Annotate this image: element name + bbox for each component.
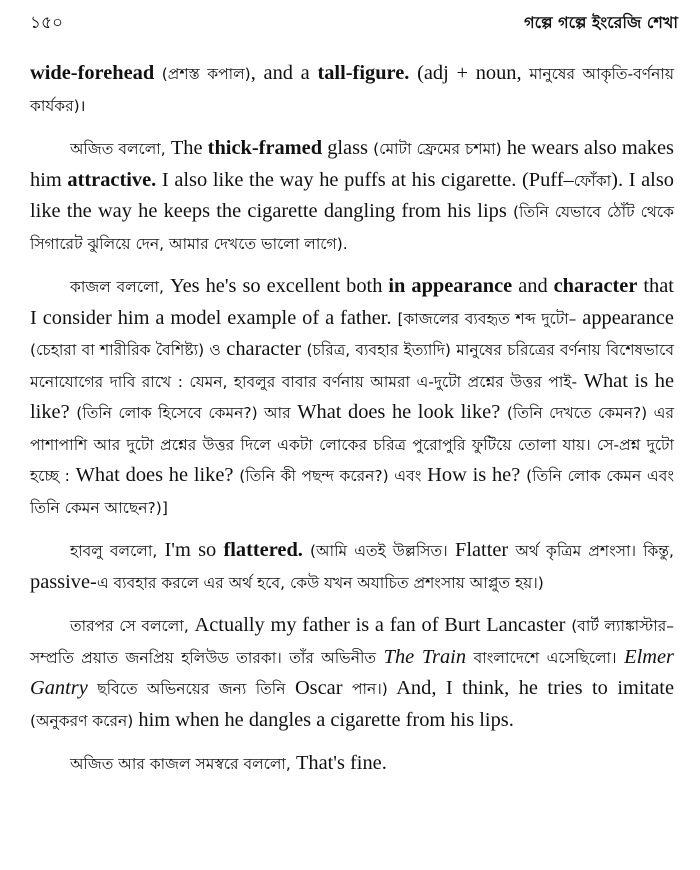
text: he wears also makes him bbox=[30, 137, 674, 191]
text: And, I think, he tries to imitate bbox=[387, 677, 674, 699]
term-appearance: in appearance bbox=[388, 275, 513, 297]
running-title: গল্পে গল্পে ইংরেজি শেখা bbox=[524, 13, 678, 32]
text: What does he look like? bbox=[290, 401, 507, 423]
speaker: তারপর সে বললো, bbox=[70, 617, 189, 635]
bengali-gloss: ফোঁকা bbox=[573, 171, 612, 190]
film-title: Elmer Gantry bbox=[30, 645, 674, 699]
text: glass bbox=[322, 137, 374, 159]
text: Flatter bbox=[447, 539, 516, 561]
bengali-gloss: অর্থ কৃত্রিম প্রশংসা। কিন্তু, bbox=[515, 542, 674, 560]
bengali-gloss: (তিনি লোক কেমন এবং তিনি কেমন আছেন?)] bbox=[30, 467, 674, 517]
text: I also like the way he puffs at his cigarette. (Puff– bbox=[156, 168, 574, 191]
paragraph-4 bbox=[30, 535, 674, 598]
paragraph-1 bbox=[30, 58, 674, 121]
page-number: ১৫০ bbox=[30, 13, 64, 33]
bengali-gloss: [কাজলের ব্যবহৃত শব্দ দুটো– bbox=[397, 309, 577, 328]
text: him when he dangles a cigarette from his lips. bbox=[133, 708, 514, 731]
film-title: The Train bbox=[376, 645, 474, 668]
bengali-gloss: (বার্ট ল্যাঙ্কাস্টার–সম্প্রতি প্রয়াত জনপ্রিয় হলিউড তারকা। তাঁর অভিনীত bbox=[30, 617, 674, 667]
term-attractive: attractive. bbox=[67, 168, 157, 191]
page-body bbox=[30, 58, 674, 792]
bengali-gloss: বাংলাদেশে এসেছিলো। bbox=[473, 648, 617, 667]
text: That's fine. bbox=[290, 752, 387, 774]
text: ). I also like the way he keeps the cigarette dangling from his lips bbox=[30, 168, 674, 222]
text: that I consider him a model example of a father. bbox=[30, 275, 674, 329]
speaker: কাজল বললো, bbox=[70, 278, 164, 296]
speaker: অজিত আর কাজল সমস্বরে বললো, bbox=[70, 755, 291, 773]
term-wide-forehead: wide-forehead bbox=[30, 62, 155, 84]
term-flattered: flattered. bbox=[223, 539, 303, 561]
bengali-gloss: (মোটা ফ্রেমের চশমা) bbox=[373, 140, 502, 158]
bengali-gloss: ছবিতে অভিনয়ের জন্য তিনি bbox=[97, 680, 286, 698]
bengali-gloss: মানুষের আকৃতি-বর্ণনায় কার্যকর)। bbox=[30, 65, 674, 115]
paragraph-5 bbox=[30, 610, 674, 736]
bengali-gloss: (তিনি যেভাবে ঠোঁট থেকে সিগারেট ঝুলিয়ে দেন, আমার দেখতে ভালো লাগে). bbox=[30, 203, 674, 253]
term-thick-framed: thick-framed bbox=[207, 137, 323, 159]
term-character: character bbox=[553, 275, 638, 297]
paragraph-6 bbox=[30, 748, 674, 780]
bengali-gloss: (আমি এতই উল্লসিত। bbox=[302, 542, 448, 560]
page-header bbox=[30, 8, 678, 32]
text: (adj + noun, bbox=[409, 62, 530, 84]
bengali-gloss: (তিনি কী পছন্দ করেন?) এবং bbox=[239, 467, 422, 485]
text: How is he? bbox=[421, 464, 527, 486]
bengali-gloss: (তিনি দেখতে কেমন?) এর পাশাপাশি আর দুটো প্রশ্নের উত্তর দিলে একটা লোকের চরিত্র পুরোপুরি ফুটিয়ে তোলা যায়। সে-প্রশ্ন দুটো হচ্ছে : bbox=[30, 404, 674, 485]
text: appearance bbox=[576, 306, 674, 329]
bengali-gloss: (চেহারা বা শারীরিক বৈশিষ্ট্য) ও bbox=[30, 341, 221, 359]
speaker: অজিত বললো, bbox=[70, 140, 166, 158]
bengali-gloss: (অনুকরণ করেন) bbox=[30, 711, 134, 730]
text: I'm so bbox=[157, 539, 224, 561]
bengali-gloss: (চরিত্র, ব্যবহার ইত্যাদি) মানুষের চরিত্রের বর্ণনায় বিশেষভাবে মনোযোগের দাবি রাখে : যেমন, হাবলুর বাবার বর্ণনায় আমরা এ-দুটো প্রশ্নের উত্তর পাই- bbox=[30, 341, 675, 391]
text: passive- bbox=[30, 570, 97, 593]
text: The bbox=[165, 137, 208, 159]
paragraph-2 bbox=[30, 133, 674, 259]
text: and bbox=[512, 275, 554, 297]
bengali-gloss: এ ব্যবহার করলে এর অর্থ হবে, কেউ যখন অযাচিত প্রশংসায় আপ্লুত হয়।) bbox=[96, 573, 544, 592]
text: Yes he's so excellent both bbox=[163, 275, 389, 297]
bengali-gloss: (তিনি লোক হিসেবে কেমন?) আর bbox=[76, 404, 291, 422]
text: Oscar bbox=[285, 677, 352, 699]
text: What does he like? bbox=[69, 464, 240, 486]
text: Actually my father is a fan of Burt Lancaster bbox=[188, 614, 572, 636]
paragraph-3 bbox=[30, 271, 674, 523]
term-tall-figure: tall-figure. bbox=[317, 62, 410, 84]
bengali-gloss: পান।) bbox=[351, 680, 388, 698]
bengali-gloss: (প্রশস্ত কপাল) bbox=[154, 65, 251, 83]
text: What is he like? bbox=[30, 369, 675, 423]
speaker: হাবলু বললো, bbox=[70, 542, 158, 560]
text: character bbox=[220, 338, 307, 360]
text: , and a bbox=[250, 62, 318, 84]
